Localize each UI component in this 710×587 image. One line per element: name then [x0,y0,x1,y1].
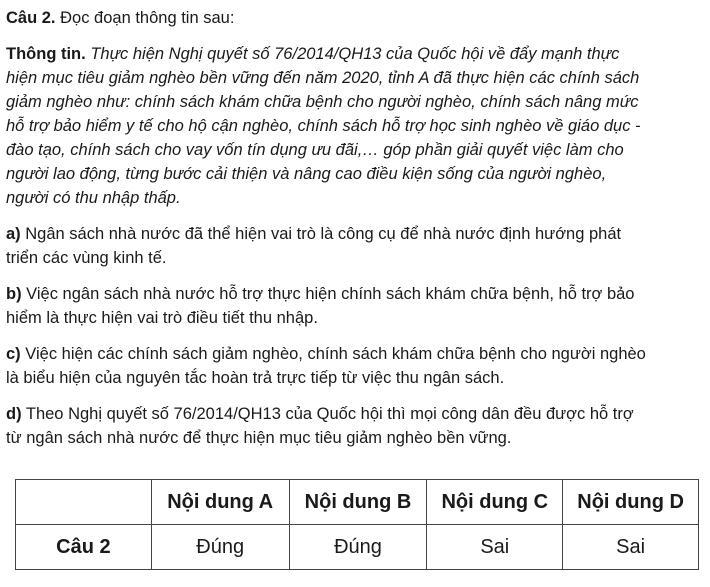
question-instruction: Đọc đoạn thông tin sau: [60,9,235,27]
info-label: Thông tin. [6,45,86,63]
answer-table-corner [16,480,152,525]
info-line: hỗ trợ bảo hiểm y tế cho hộ cận nghèo, chính sách hỗ trợ học sinh nghèo về giáo dục - [6,117,641,135]
statement-c [6,342,706,390]
question-document [6,6,706,450]
info-text: Thực hiện Nghị quyết số 76/2014/QH13 của Quốc hội về đẩy mạnh thực [90,45,620,63]
statement-label: b) [6,285,22,303]
answer-table-header-row [16,480,699,525]
statement-b [6,282,706,330]
statement-text: hiểm là thực hiện vai trò điều tiết thu nhập. [6,309,318,327]
answer-table [15,479,699,570]
statement-text: Việc ngân sách nhà nước hỗ trợ thực hiện chính sách khám chữa bệnh, hỗ trợ bảo [26,285,635,303]
info-line: người lao động, từng bước cải thiện và nâng cao điều kiện sống của người nghèo, [6,165,607,183]
info-line: người có thu nhập thấp. [6,189,181,207]
answer-table-header: Nội dung A [151,480,289,525]
statement-text: triển các vùng kinh tế. [6,249,167,267]
statement-label: d) [6,405,22,423]
answer-table-header: Nội dung C [427,480,563,525]
info-line: hiện mục tiêu giảm nghèo bền vững đến năm 2020, tỉnh A đã thực hiện các chính sách [6,69,640,87]
statement-text: Ngân sách nhà nước đã thể hiện vai trò là công cụ để nhà nước định hướng phát [25,225,622,243]
question-header [6,6,706,30]
answer-table-header: Nội dung B [289,480,427,525]
info-line [6,42,706,66]
statement-d [6,402,706,450]
statement-label: c) [6,345,21,363]
statement-label: a) [6,225,21,243]
answer-cell: Đúng [151,525,289,570]
info-line: đào tạo, chính sách cho vay vốn tín dụng ưu đãi,… góp phần giải quyết việc làm cho [6,141,624,159]
answer-table-header: Nội dung D [563,480,699,525]
info-line: giảm nghèo như: chính sách khám chữa bệnh cho người nghèo, chính sách nâng mức [6,93,639,111]
answer-cell: Sai [427,525,563,570]
statement-text: là biểu hiện của nguyên tắc hoàn trả trực tiếp từ việc thu ngân sách. [6,369,505,387]
answer-row-label: Câu 2 [16,525,152,570]
table-row [16,525,699,570]
statement-text: Theo Nghị quyết số 76/2014/QH13 của Quốc hội thì mọi công dân đều được hỗ trợ [25,405,634,423]
answer-cell: Sai [563,525,699,570]
info-paragraph [6,42,706,210]
answer-cell: Đúng [289,525,427,570]
statement-a [6,222,706,270]
statement-text: Việc hiện các chính sách giảm nghèo, chính sách khám chữa bệnh cho người nghèo [25,345,646,363]
statement-text: từ ngân sách nhà nước để thực hiện mục tiêu giảm nghèo bền vững. [6,429,512,447]
question-label: Câu 2. [6,9,56,27]
